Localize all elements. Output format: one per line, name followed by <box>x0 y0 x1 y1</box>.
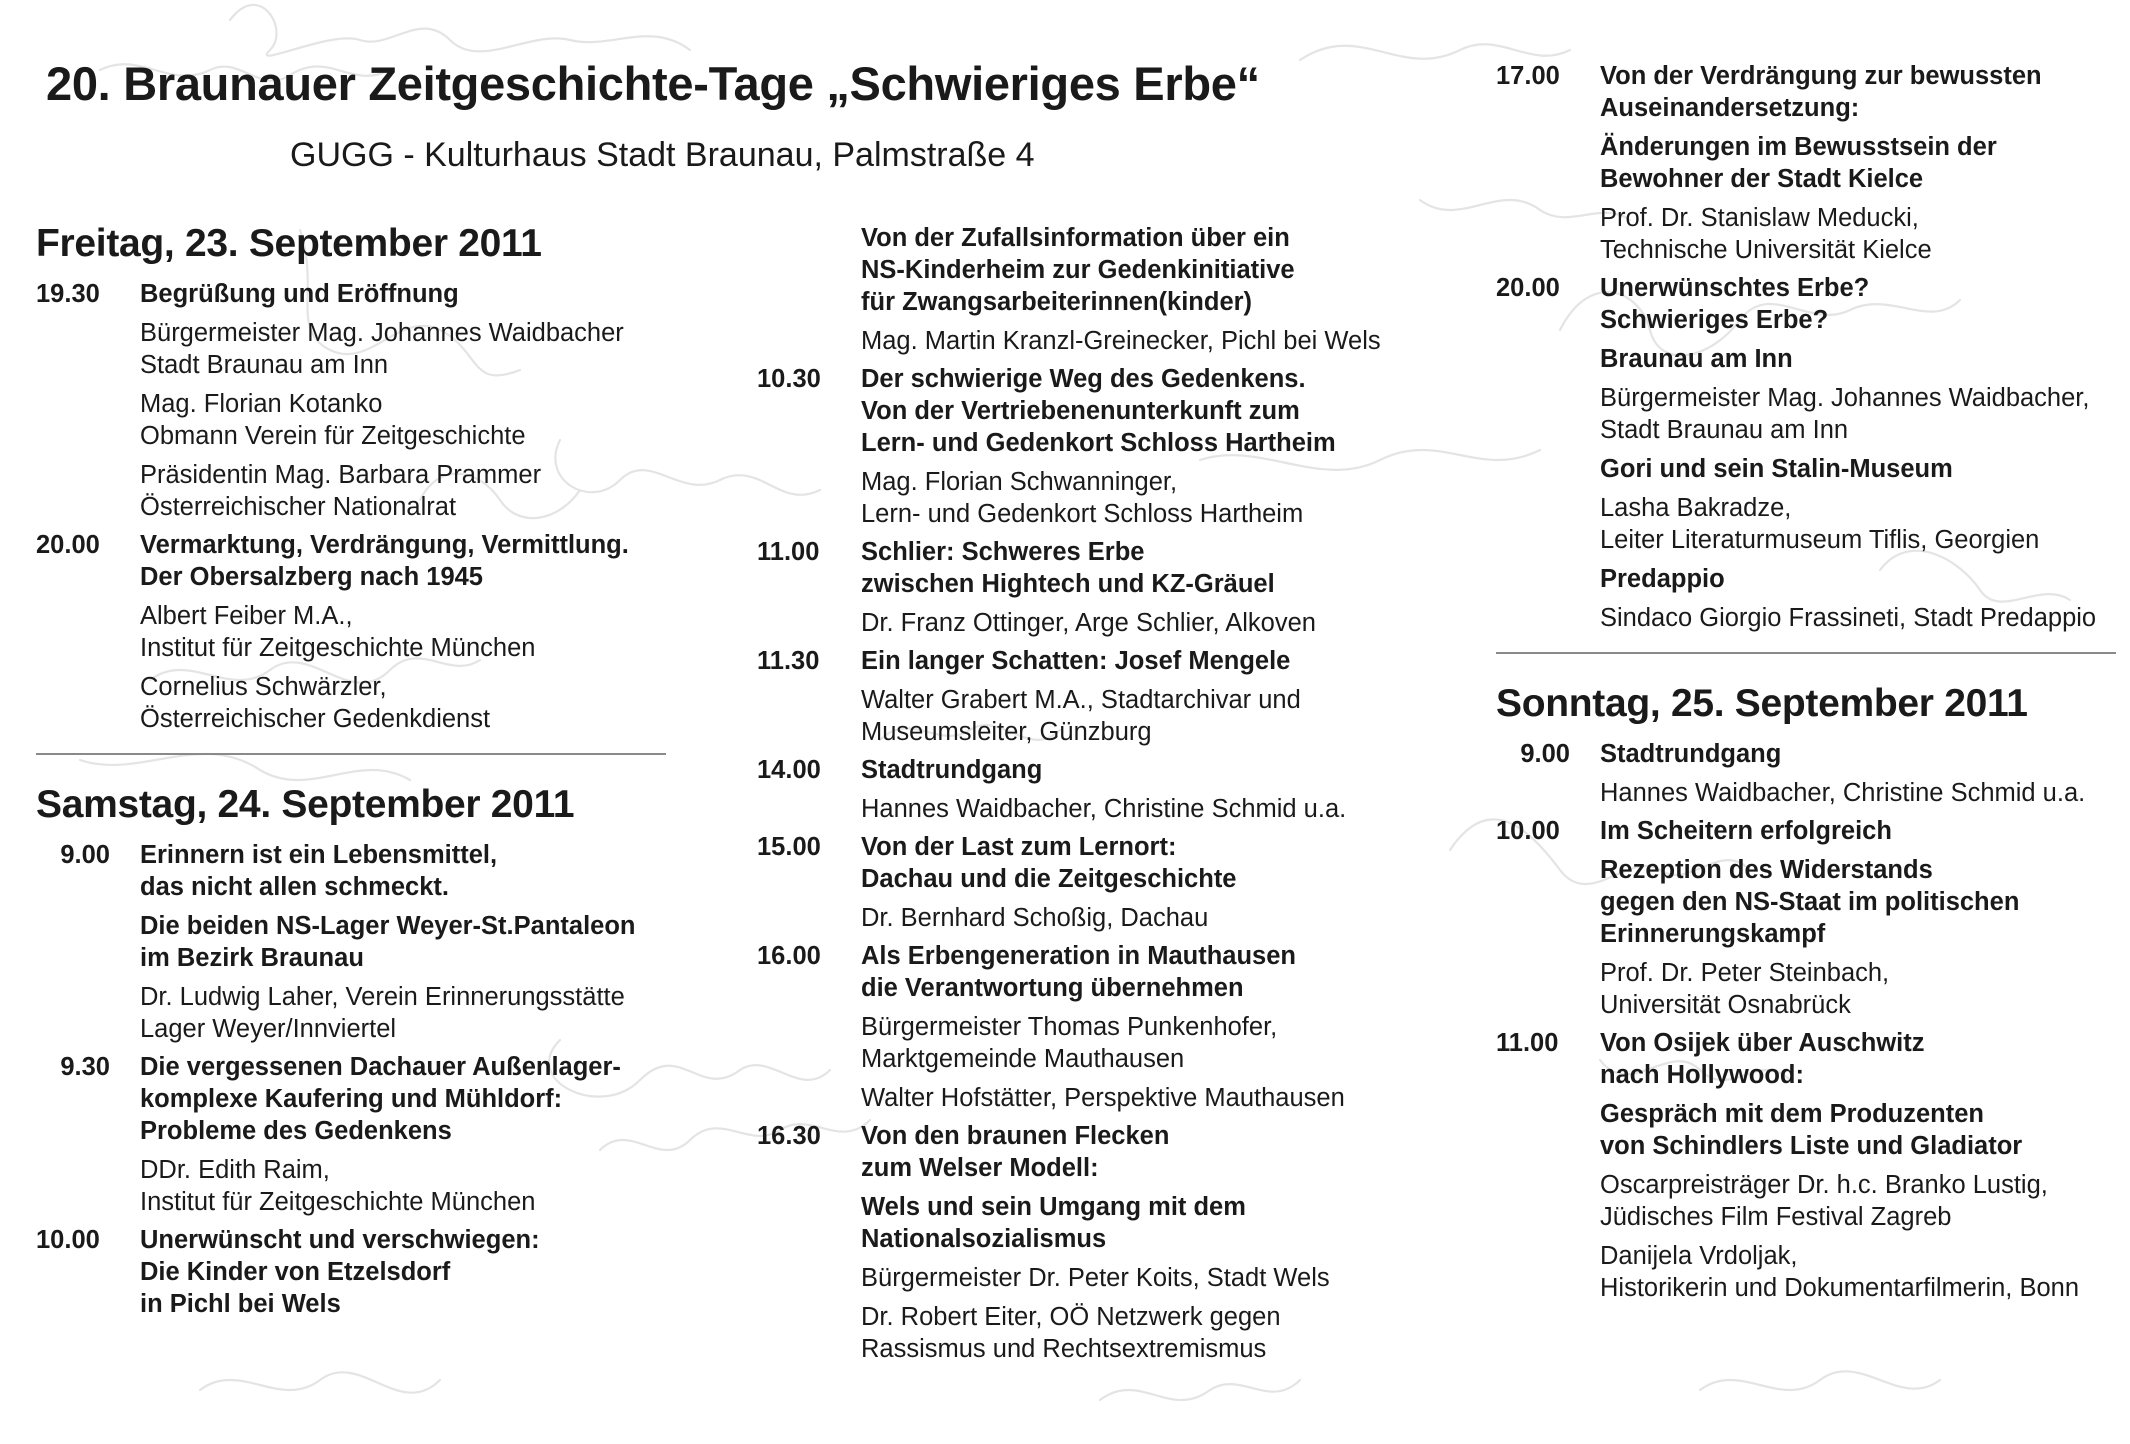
venue-line: GUGG - Kulturhaus Stadt Braunau, Palmstraße 4 <box>290 136 1035 174</box>
session-title: Predappio <box>1600 565 1725 593</box>
session-title: Änderungen im Bewusstsein der Bewohner der Stadt Kielce <box>1600 133 1997 193</box>
column-middle <box>757 222 1417 1371</box>
session-details <box>861 363 1417 530</box>
session-title: Schlier: Schweres Erbe zwischen Hightech und KZ-Gräuel <box>861 538 1275 598</box>
schedule-item <box>757 363 1417 530</box>
session-time: 10.00 <box>1496 817 1560 845</box>
session-title: Unerwünschtes Erbe? Schwieriges Erbe? <box>1600 274 1870 334</box>
session-speaker: Walter Hofstätter, Perspektive Mauthausen <box>861 1084 1345 1112</box>
schedule-item <box>36 1051 666 1218</box>
session-title: Stadtrundgang <box>861 756 1043 784</box>
session-time: 15.00 <box>757 833 821 861</box>
session-time: 20.00 <box>1496 274 1560 302</box>
session-title: Braunau am Inn <box>1600 345 1793 373</box>
session-title: Die beiden NS-Lager Weyer-St.Pantaleon im Bezirk Braunau <box>140 912 636 972</box>
session-details <box>861 831 1417 934</box>
session-time: 16.00 <box>757 942 821 970</box>
session-time: 10.00 <box>36 1226 100 1254</box>
session-speaker: Mag. Martin Kranzl-Greinecker, Pichl bei Wels <box>861 327 1381 355</box>
schedule-item <box>757 1120 1417 1365</box>
column-left <box>36 220 666 1326</box>
session-details <box>861 645 1417 748</box>
section-divider <box>36 753 666 755</box>
schedule-item <box>757 645 1417 748</box>
session-time: 11.30 <box>757 647 820 675</box>
session-title: Gespräch mit dem Produzenten von Schindlers Liste und Gladiator <box>1600 1100 2023 1160</box>
session-speaker: Cornelius Schwärzler, Österreichischer Gedenkdienst <box>140 673 491 733</box>
session-details <box>1600 738 2116 809</box>
session-title: Von den braunen Flecken zum Welser Modell: <box>861 1122 1170 1182</box>
session-speaker: Oscarpreisträger Dr. h.c. Branko Lustig, Jüdisches Film Festival Zagreb <box>1600 1171 2048 1231</box>
session-title: Wels und sein Umgang mit dem Nationalsozialismus <box>861 1193 1246 1253</box>
session-time: 14.00 <box>757 756 821 784</box>
session-details <box>861 536 1417 639</box>
session-speaker: Hannes Waidbacher, Christine Schmid u.a. <box>1600 779 2086 807</box>
session-title: Von der Zufallsinformation über ein NS-Kinderheim zur Gedenkinitiative für Zwangsarbeiterinnen(kinder) <box>861 224 1295 316</box>
session-speaker: DDr. Edith Raim, Institut für Zeitgeschichte München <box>140 1156 536 1216</box>
session-speaker: Präsidentin Mag. Barbara Prammer Österreichischer Nationalrat <box>140 461 542 521</box>
schedule-item <box>757 754 1417 825</box>
session-speaker: Albert Feiber M.A., Institut für Zeitgeschichte München <box>140 602 536 662</box>
schedule-item <box>1496 1027 2116 1304</box>
session-details <box>140 839 666 1045</box>
session-title: Rezeption des Widerstands gegen den NS-Staat im politischen Erinnerungskampf <box>1600 856 2020 948</box>
session-speaker: Walter Grabert M.A., Stadtarchivar und Museumsleiter, Günzburg <box>861 686 1301 746</box>
session-title: Im Scheitern erfolgreich <box>1600 817 1892 845</box>
session-speaker: Dr. Franz Ottinger, Arge Schlier, Alkoven <box>861 609 1316 637</box>
session-speaker: Danijela Vrdoljak, Historikerin und Dokumentarfilmerin, Bonn <box>1600 1242 2080 1302</box>
session-speaker: Bürgermeister Thomas Punkenhofer, Marktgemeinde Mauthausen <box>861 1013 1278 1073</box>
session-details <box>861 754 1417 825</box>
session-details <box>861 222 1417 357</box>
session-title: Von Osijek über Auschwitz nach Hollywood: <box>1600 1029 1925 1089</box>
session-title: Begrüßung und Eröffnung <box>140 280 459 308</box>
session-time: 16.30 <box>757 1122 821 1150</box>
session-details <box>140 278 666 523</box>
session-speaker: Sindaco Giorgio Frassineti, Stadt Predappio <box>1600 604 2097 632</box>
session-details <box>140 1051 666 1218</box>
sunday-events <box>1496 738 2116 1304</box>
session-speaker: Prof. Dr. Peter Steinbach, Universität Osnabrück <box>1600 959 1890 1019</box>
session-details <box>1600 815 2116 1021</box>
session-title: Stadtrundgang <box>1600 740 1782 768</box>
schedule-item <box>757 831 1417 934</box>
session-speaker: Bürgermeister Dr. Peter Koits, Stadt Wels <box>861 1264 1330 1292</box>
session-title: Von der Last zum Lernort: Dachau und die Zeitgeschichte <box>861 833 1237 893</box>
session-title: Von der Verdrängung zur bewussten Auseinandersetzung: <box>1600 62 2042 122</box>
session-time: 19.30 <box>36 280 100 308</box>
schedule-item <box>757 536 1417 639</box>
session-time: 10.30 <box>757 365 821 393</box>
session-details <box>1600 1027 2116 1304</box>
schedule-item <box>36 278 666 523</box>
session-details <box>140 529 666 735</box>
session-time: 20.00 <box>36 531 100 559</box>
section-divider <box>1496 652 2116 654</box>
session-details <box>140 1224 666 1320</box>
schedule-item <box>1496 815 2116 1021</box>
schedule-item <box>36 1224 666 1320</box>
schedule-item <box>1496 738 2116 809</box>
schedule-item <box>757 222 1417 357</box>
session-time: 17.00 <box>1496 62 1560 90</box>
friday-events <box>36 278 666 735</box>
session-title: Unerwünscht und verschwiegen: Die Kinder von Etzelsdorf in Pichl bei Wels <box>140 1226 540 1318</box>
schedule-item <box>36 529 666 735</box>
session-speaker: Prof. Dr. Stanislaw Meducki, Technische Universität Kielce <box>1600 204 1932 264</box>
session-title: Gori und sein Stalin-Museum <box>1600 455 1953 483</box>
session-title: Ein langer Schatten: Josef Mengele <box>861 647 1291 675</box>
session-title: Vermarktung, Verdrängung, Vermittlung. Der Obersalzberg nach 1945 <box>140 531 629 591</box>
schedule-item <box>1496 272 2116 634</box>
column-right <box>1496 60 2116 1310</box>
session-time: 9.00 <box>1520 740 1570 768</box>
page-title: 20. Braunauer Zeitgeschichte-Tage „Schwieriges Erbe“ <box>46 57 1260 110</box>
saturday-continued-events <box>757 222 1417 1365</box>
session-details <box>1600 272 2116 634</box>
session-time: 9.00 <box>60 841 110 869</box>
schedule-item <box>36 839 666 1045</box>
session-time: 11.00 <box>1496 1029 1559 1057</box>
session-speaker: Lasha Bakradze, Leiter Literaturmuseum Tiflis, Georgien <box>1600 494 2040 554</box>
session-title: Die vergessenen Dachauer Außenlager- komplexe Kaufering und Mühldorf: Probleme des Gedenkens <box>140 1053 621 1145</box>
session-details <box>861 1120 1417 1365</box>
day-heading-saturday: Samstag, 24. September 2011 <box>36 783 575 826</box>
schedule-item <box>757 940 1417 1114</box>
session-speaker: Hannes Waidbacher, Christine Schmid u.a. <box>861 795 1347 823</box>
day-heading-friday: Freitag, 23. September 2011 <box>36 222 542 265</box>
session-speaker: Bürgermeister Mag. Johannes Waidbacher, Stadt Braunau am Inn <box>1600 384 2090 444</box>
session-speaker: Mag. Florian Schwanninger, Lern- und Gedenkort Schloss Hartheim <box>861 468 1304 528</box>
session-time <box>757 222 861 357</box>
day-heading-sunday: Sonntag, 25. September 2011 <box>1496 682 2028 725</box>
saturday-events <box>36 839 666 1320</box>
session-details <box>1600 60 2116 266</box>
session-speaker: Bürgermeister Mag. Johannes Waidbacher Stadt Braunau am Inn <box>140 319 624 379</box>
session-title: Der schwierige Weg des Gedenkens. Von der Vertriebenenunterkunft zum Lern- und Gedenkort Schloss Hartheim <box>861 365 1336 457</box>
saturday-evening-events <box>1496 60 2116 634</box>
schedule-item <box>1496 60 2116 266</box>
session-details <box>861 940 1417 1114</box>
session-title: Erinnern ist ein Lebensmittel, das nicht allen schmeckt. <box>140 841 498 901</box>
session-time: 11.00 <box>757 538 820 566</box>
session-title: Als Erbengeneration in Mauthausen die Verantwortung übernehmen <box>861 942 1296 1002</box>
session-speaker: Dr. Ludwig Laher, Verein Erinnerungsstätte Lager Weyer/Innviertel <box>140 983 625 1043</box>
session-speaker: Dr. Robert Eiter, OÖ Netzwerk gegen Rassismus und Rechtsextremismus <box>861 1303 1281 1363</box>
session-time: 9.30 <box>60 1053 110 1081</box>
session-speaker: Dr. Bernhard Schoßig, Dachau <box>861 904 1209 932</box>
session-speaker: Mag. Florian Kotanko Obmann Verein für Zeitgeschichte <box>140 390 526 450</box>
